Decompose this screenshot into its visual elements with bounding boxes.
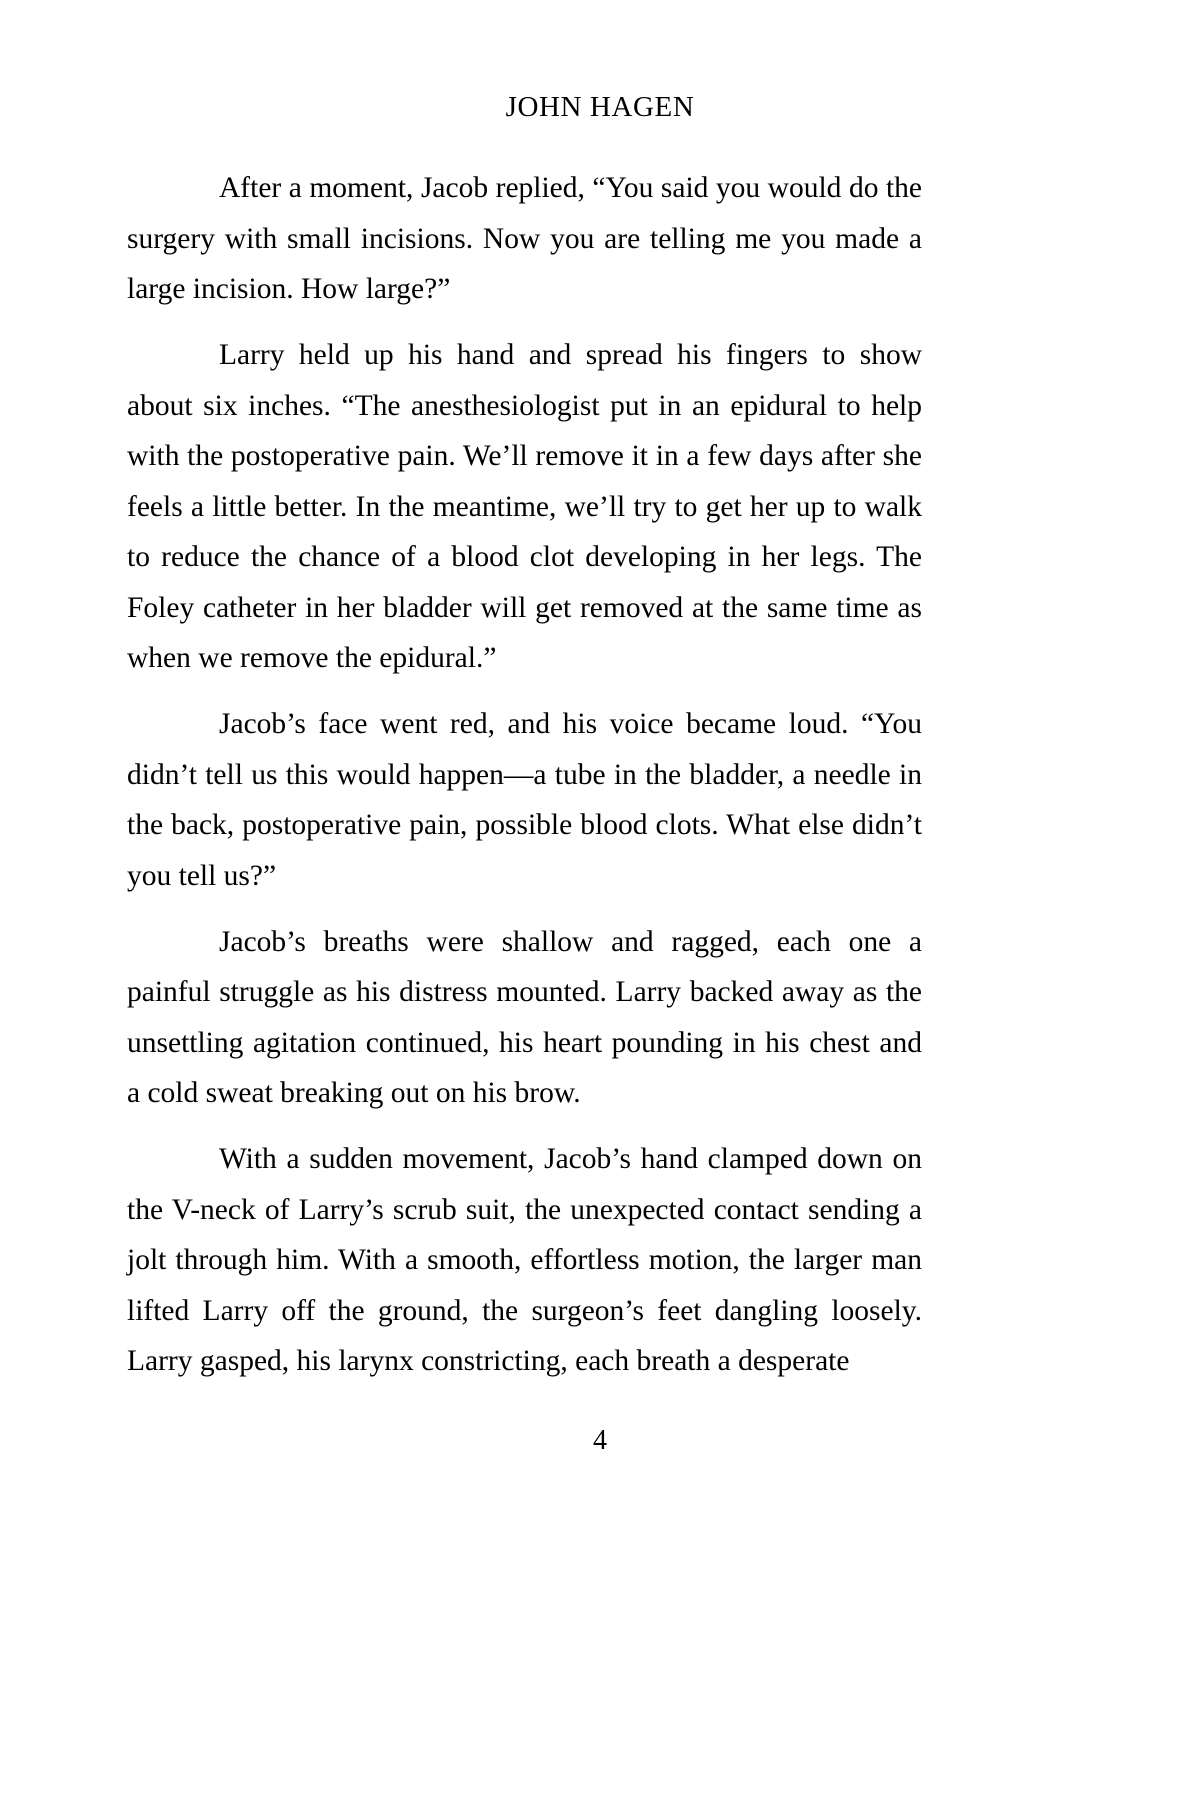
paragraph: Larry held up his hand and spread his fingers to show about six inches. “The anesthesiologist put in an epidural to help with the postoperative pain. We’ll remove it in a few days after she feels a little better. In the meantime, we’ll try to get her up to walk to reduce the chance of a blood clot developing in her legs. The Foley catheter in her bladder will get removed at the same time as when we remove the epidural.” [127,339,922,674]
page-number: 4 [593,1425,607,1456]
body-text [127,163,922,1387]
paragraph: Jacob’s breaths were shallow and ragged, each one a painful struggle as his distress mounted. Larry backed away as the unsettling agitation continued, his heart pounding in his chest and a cold sweat breaking out on his brow. [127,925,922,1109]
paragraph: With a sudden movement, Jacob’s hand clamped down on the V-neck of Larry’s scrub suit, the unexpected contact sending a jolt through him. With a smooth, effortless motion, the larger man lifted Larry off the ground, the surgeon’s feet dangling loosely. Larry gasped, his larynx constricting, each breath a desperate [127,1143,922,1377]
running-head: JOHN HAGEN [505,91,695,123]
paragraph: Jacob’s face went red, and his voice became loud. “You didn’t tell us this would happen—a tube in the bladder, a needle in the back, postoperative pain, possible blood clots. What else didn’t you tell us?” [127,708,922,892]
paragraph: After a moment, Jacob replied, “You said you would do the surgery with small incisions. Now you are telling me you made a large incision. How large?” [127,172,922,305]
